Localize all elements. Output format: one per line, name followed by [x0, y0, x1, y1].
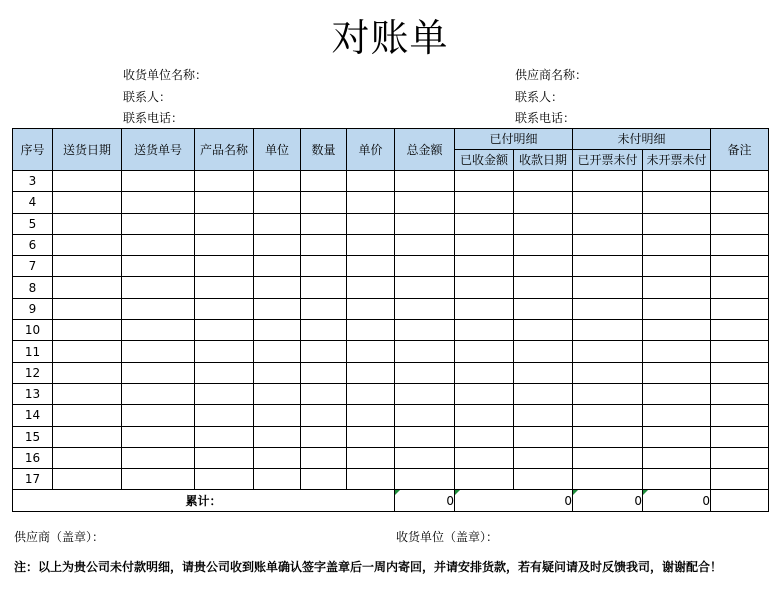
product-name-cell[interactable] [195, 213, 254, 234]
receiver-seal-label: 收货单位（盖章）： [396, 530, 499, 544]
remarks-cell[interactable] [711, 341, 769, 362]
delivery-no-cell[interactable] [122, 298, 195, 319]
total-amount-cell[interactable] [395, 277, 455, 298]
product-name-cell[interactable] [195, 298, 254, 319]
delivery-date-cell[interactable] [53, 469, 122, 490]
total-amount-cell[interactable] [395, 256, 455, 277]
row-number-cell: 17 [13, 469, 53, 490]
uninvoiced-unpaid-cell[interactable] [643, 171, 711, 192]
remarks-cell[interactable] [711, 405, 769, 426]
payment-date-cell[interactable] [514, 256, 573, 277]
received-amount-cell[interactable] [455, 469, 514, 490]
header-uninvoiced-unpaid: 未开票未付 [643, 150, 711, 171]
payment-date-cell[interactable] [514, 362, 573, 383]
delivery-no-cell[interactable] [122, 469, 195, 490]
payment-date-cell[interactable] [514, 469, 573, 490]
table-row [13, 469, 769, 490]
uninvoiced-unpaid-cell[interactable] [643, 320, 711, 341]
header-delivery-date: 送货日期 [53, 129, 122, 171]
received-amount-cell[interactable] [455, 234, 514, 255]
total-amount-cell[interactable] [395, 171, 455, 192]
uninvoiced-unpaid-cell[interactable] [643, 256, 711, 277]
received-amount-cell[interactable] [455, 320, 514, 341]
unit-cell[interactable] [254, 341, 301, 362]
row-number-cell: 11 [13, 341, 53, 362]
total-amount-cell[interactable] [395, 192, 455, 213]
unit-cell[interactable] [254, 277, 301, 298]
table-row [13, 447, 769, 468]
product-name-cell[interactable] [195, 405, 254, 426]
unit-price-cell[interactable] [347, 447, 395, 468]
payment-date-cell[interactable] [514, 277, 573, 298]
uninvoiced-unpaid-cell[interactable] [643, 405, 711, 426]
footnote: 注：以上为贵公司未付款明细，请贵公司收到账单确认签字盖章后一周内寄回，并请安排货款，若有疑问请及时反馈我司，谢谢配合！ [14, 560, 723, 574]
delivery-no-cell[interactable] [122, 362, 195, 383]
uninvoiced-unpaid-cell[interactable] [643, 213, 711, 234]
delivery-date-cell[interactable] [53, 234, 122, 255]
supplier-contact-label: 联系人： [515, 90, 564, 104]
unit-price-cell[interactable] [347, 383, 395, 404]
uninvoiced-unpaid-cell[interactable] [643, 383, 711, 404]
remarks-cell[interactable] [711, 298, 769, 319]
unit-cell[interactable] [254, 426, 301, 447]
green-triangle-icon [455, 490, 460, 495]
received-amount-cell[interactable] [455, 192, 514, 213]
quantity-cell[interactable] [301, 234, 347, 255]
remarks-cell[interactable] [711, 277, 769, 298]
total-label: 累计： [13, 490, 395, 511]
product-name-cell[interactable] [195, 383, 254, 404]
payment-date-cell[interactable] [514, 405, 573, 426]
unit-price-cell[interactable] [347, 298, 395, 319]
uninvoiced-unpaid-cell[interactable] [643, 192, 711, 213]
remarks-cell[interactable] [711, 192, 769, 213]
table-row [13, 298, 769, 319]
total-received-cell[interactable] [455, 490, 573, 511]
table-row [13, 213, 769, 234]
unit-cell[interactable] [254, 256, 301, 277]
header-payment-date: 收款日期 [514, 150, 573, 171]
total-amount-cell[interactable] [395, 362, 455, 383]
table-row [13, 234, 769, 255]
table-row [13, 256, 769, 277]
table-row [13, 383, 769, 404]
total-row [13, 490, 769, 511]
invoiced-unpaid-cell[interactable] [573, 362, 643, 383]
delivery-date-cell[interactable] [53, 298, 122, 319]
row-number-cell: 12 [13, 362, 53, 383]
header-seq: 序号 [13, 129, 53, 171]
uninvoiced-unpaid-cell[interactable] [643, 234, 711, 255]
total-invoiced-unpaid-cell[interactable] [573, 490, 643, 511]
receiver-contact-label: 联系人： [123, 90, 172, 104]
unit-cell[interactable] [254, 383, 301, 404]
payment-date-cell[interactable] [514, 383, 573, 404]
unit-price-cell[interactable] [347, 320, 395, 341]
quantity-cell[interactable] [301, 171, 347, 192]
row-number-cell: 7 [13, 256, 53, 277]
invoiced-unpaid-cell[interactable] [573, 426, 643, 447]
delivery-no-cell[interactable] [122, 426, 195, 447]
invoiced-unpaid-cell[interactable] [573, 405, 643, 426]
header-paid-detail: 已付明细 [455, 129, 573, 150]
remarks-cell[interactable] [711, 320, 769, 341]
received-amount-cell[interactable] [455, 298, 514, 319]
total-amount-cell[interactable] [395, 320, 455, 341]
unit-cell[interactable] [254, 171, 301, 192]
row-number-cell: 9 [13, 298, 53, 319]
total-amount-cell[interactable] [395, 298, 455, 319]
row-number-cell: 16 [13, 447, 53, 468]
received-amount-cell[interactable] [455, 405, 514, 426]
unit-cell[interactable] [254, 192, 301, 213]
header-received-amount: 已收金额 [455, 150, 514, 171]
header-unit-price: 单价 [347, 129, 395, 171]
total-uninvoiced-unpaid-cell[interactable] [643, 490, 711, 511]
table-row [13, 426, 769, 447]
row-number-cell: 10 [13, 320, 53, 341]
uninvoiced-unpaid-cell[interactable] [643, 298, 711, 319]
quantity-cell[interactable] [301, 362, 347, 383]
uninvoiced-unpaid-cell[interactable] [643, 447, 711, 468]
payment-date-cell[interactable] [514, 171, 573, 192]
unit-price-cell[interactable] [347, 469, 395, 490]
delivery-no-cell[interactable] [122, 383, 195, 404]
invoiced-unpaid-cell[interactable] [573, 277, 643, 298]
total-amount-cell[interactable] [395, 426, 455, 447]
unit-cell[interactable] [254, 405, 301, 426]
invoiced-unpaid-cell[interactable] [573, 320, 643, 341]
payment-date-cell[interactable] [514, 234, 573, 255]
received-amount-cell[interactable] [455, 277, 514, 298]
product-name-cell[interactable] [195, 277, 254, 298]
unit-price-cell[interactable] [347, 171, 395, 192]
unit-price-cell[interactable] [347, 426, 395, 447]
received-amount-cell[interactable] [455, 383, 514, 404]
remarks-cell[interactable] [711, 171, 769, 192]
unit-price-cell[interactable] [347, 256, 395, 277]
received-amount-cell[interactable] [455, 447, 514, 468]
table-row [13, 192, 769, 213]
total-amount-value: 0 [446, 493, 454, 508]
delivery-date-cell[interactable] [53, 213, 122, 234]
header-product-name: 产品名称 [195, 129, 254, 171]
total-received-value: 0 [564, 493, 572, 508]
unit-cell[interactable] [254, 320, 301, 341]
unit-cell[interactable] [254, 213, 301, 234]
statement-table [12, 128, 769, 512]
delivery-date-cell[interactable] [53, 341, 122, 362]
delivery-date-cell[interactable] [53, 362, 122, 383]
unit-price-cell[interactable] [347, 341, 395, 362]
delivery-date-cell[interactable] [53, 277, 122, 298]
receiver-name-label: 收货单位名称： [123, 68, 208, 82]
delivery-date-cell[interactable] [53, 320, 122, 341]
payment-date-cell[interactable] [514, 213, 573, 234]
remarks-cell[interactable] [711, 234, 769, 255]
delivery-no-cell[interactable] [122, 447, 195, 468]
unit-price-cell[interactable] [347, 405, 395, 426]
unit-price-cell[interactable] [347, 277, 395, 298]
quantity-cell[interactable] [301, 447, 347, 468]
received-amount-cell[interactable] [455, 362, 514, 383]
document-title: 对账单 [331, 16, 449, 60]
remarks-cell[interactable] [711, 469, 769, 490]
payment-date-cell[interactable] [514, 447, 573, 468]
total-amount-cell[interactable] [395, 447, 455, 468]
product-name-cell[interactable] [195, 426, 254, 447]
payment-date-cell[interactable] [514, 192, 573, 213]
row-number-cell: 4 [13, 192, 53, 213]
delivery-date-cell[interactable] [53, 192, 122, 213]
quantity-cell[interactable] [301, 383, 347, 404]
green-triangle-icon [643, 490, 648, 495]
delivery-date-cell[interactable] [53, 405, 122, 426]
delivery-no-cell[interactable] [122, 192, 195, 213]
supplier-name-label: 供应商名称： [515, 68, 588, 82]
quantity-cell[interactable] [301, 213, 347, 234]
row-number-cell: 14 [13, 405, 53, 426]
unit-price-cell[interactable] [347, 192, 395, 213]
row-number-cell: 5 [13, 213, 53, 234]
uninvoiced-unpaid-cell[interactable] [643, 362, 711, 383]
table-row [13, 405, 769, 426]
green-triangle-icon [573, 490, 578, 495]
remarks-cell[interactable] [711, 362, 769, 383]
supplier-seal-label: 供应商（盖章）： [14, 530, 105, 544]
quantity-cell[interactable] [301, 192, 347, 213]
row-number-cell: 3 [13, 171, 53, 192]
product-name-cell[interactable] [195, 341, 254, 362]
delivery-no-cell[interactable] [122, 256, 195, 277]
quantity-cell[interactable] [301, 298, 347, 319]
table-row [13, 320, 769, 341]
unit-cell[interactable] [254, 469, 301, 490]
invoiced-unpaid-cell[interactable] [573, 213, 643, 234]
table-row [13, 171, 769, 192]
remarks-cell[interactable] [711, 426, 769, 447]
unit-price-cell[interactable] [347, 234, 395, 255]
received-amount-cell[interactable] [455, 256, 514, 277]
unit-cell[interactable] [254, 234, 301, 255]
quantity-cell[interactable] [301, 320, 347, 341]
delivery-no-cell[interactable] [122, 171, 195, 192]
remarks-cell[interactable] [711, 383, 769, 404]
header-unit: 单位 [254, 129, 301, 171]
delivery-no-cell[interactable] [122, 320, 195, 341]
row-number-cell: 15 [13, 426, 53, 447]
remarks-cell[interactable] [711, 213, 769, 234]
invoiced-unpaid-cell[interactable] [573, 447, 643, 468]
quantity-cell[interactable] [301, 341, 347, 362]
product-name-cell[interactable] [195, 171, 254, 192]
invoiced-unpaid-cell[interactable] [573, 171, 643, 192]
unit-cell[interactable] [254, 298, 301, 319]
total-amount-cell[interactable] [395, 469, 455, 490]
unit-price-cell[interactable] [347, 213, 395, 234]
product-name-cell[interactable] [195, 447, 254, 468]
uninvoiced-unpaid-cell[interactable] [643, 277, 711, 298]
total-amount-cell[interactable] [395, 490, 455, 511]
row-number-cell: 8 [13, 277, 53, 298]
payment-date-cell[interactable] [514, 320, 573, 341]
total-amount-cell[interactable] [395, 383, 455, 404]
table-row [13, 341, 769, 362]
product-name-cell[interactable] [195, 469, 254, 490]
uninvoiced-unpaid-cell[interactable] [643, 341, 711, 362]
received-amount-cell[interactable] [455, 341, 514, 362]
delivery-no-cell[interactable] [122, 405, 195, 426]
total-amount-cell[interactable] [395, 341, 455, 362]
delivery-no-cell[interactable] [122, 277, 195, 298]
delivery-date-cell[interactable] [53, 256, 122, 277]
row-number-cell: 13 [13, 383, 53, 404]
header-remarks: 备注 [711, 129, 769, 171]
product-name-cell[interactable] [195, 192, 254, 213]
quantity-cell[interactable] [301, 405, 347, 426]
delivery-no-cell[interactable] [122, 341, 195, 362]
invoiced-unpaid-cell[interactable] [573, 298, 643, 319]
header-invoiced-unpaid: 已开票未付 [573, 150, 643, 171]
delivery-no-cell[interactable] [122, 213, 195, 234]
total-amount-cell[interactable] [395, 234, 455, 255]
quantity-cell[interactable] [301, 277, 347, 298]
header-quantity: 数量 [301, 129, 347, 171]
invoiced-unpaid-cell[interactable] [573, 383, 643, 404]
total-uninvoiced-unpaid-value: 0 [702, 493, 710, 508]
header-unpaid-detail: 未付明细 [573, 129, 711, 150]
row-number-cell: 6 [13, 234, 53, 255]
product-name-cell[interactable] [195, 362, 254, 383]
product-name-cell[interactable] [195, 256, 254, 277]
table-row [13, 362, 769, 383]
payment-date-cell[interactable] [514, 426, 573, 447]
total-remarks-cell[interactable] [711, 490, 769, 511]
delivery-date-cell[interactable] [53, 426, 122, 447]
quantity-cell[interactable] [301, 256, 347, 277]
product-name-cell[interactable] [195, 320, 254, 341]
payment-date-cell[interactable] [514, 341, 573, 362]
header-delivery-no: 送货单号 [122, 129, 195, 171]
invoiced-unpaid-cell[interactable] [573, 469, 643, 490]
invoiced-unpaid-cell[interactable] [573, 256, 643, 277]
supplier-phone-label: 联系电话： [515, 111, 576, 125]
delivery-date-cell[interactable] [53, 383, 122, 404]
unit-cell[interactable] [254, 447, 301, 468]
received-amount-cell[interactable] [455, 426, 514, 447]
quantity-cell[interactable] [301, 469, 347, 490]
total-amount-cell[interactable] [395, 213, 455, 234]
remarks-cell[interactable] [711, 447, 769, 468]
quantity-cell[interactable] [301, 426, 347, 447]
header-total-amount: 总金额 [395, 129, 455, 171]
invoiced-unpaid-cell[interactable] [573, 341, 643, 362]
payment-date-cell[interactable] [514, 298, 573, 319]
uninvoiced-unpaid-cell[interactable] [643, 469, 711, 490]
delivery-no-cell[interactable] [122, 234, 195, 255]
receiver-phone-label: 联系电话： [123, 111, 184, 125]
delivery-date-cell[interactable] [53, 447, 122, 468]
green-triangle-icon [395, 490, 400, 495]
invoiced-unpaid-cell[interactable] [573, 192, 643, 213]
invoiced-unpaid-cell[interactable] [573, 234, 643, 255]
total-amount-cell[interactable] [395, 405, 455, 426]
delivery-date-cell[interactable] [53, 171, 122, 192]
received-amount-cell[interactable] [455, 171, 514, 192]
unit-cell[interactable] [254, 362, 301, 383]
uninvoiced-unpaid-cell[interactable] [643, 426, 711, 447]
table-row [13, 277, 769, 298]
product-name-cell[interactable] [195, 234, 254, 255]
unit-price-cell[interactable] [347, 362, 395, 383]
total-invoiced-unpaid-value: 0 [634, 493, 642, 508]
received-amount-cell[interactable] [455, 213, 514, 234]
remarks-cell[interactable] [711, 256, 769, 277]
